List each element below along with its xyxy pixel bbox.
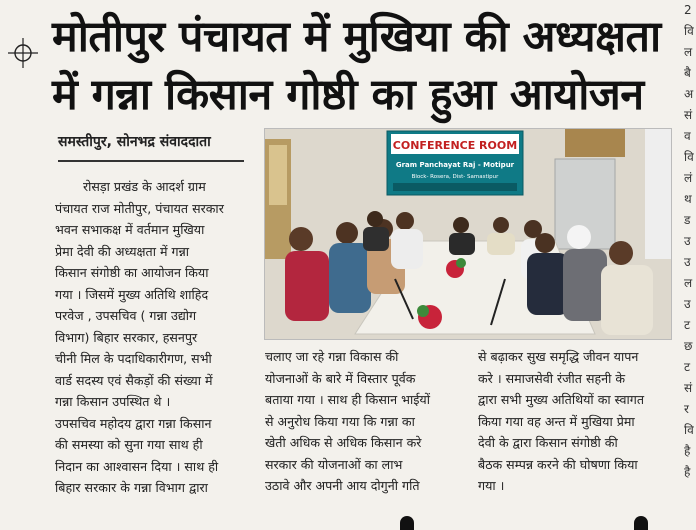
text-fragment: थ [684,192,692,206]
meeting-photo-illustration [265,129,671,339]
text-fragment: अ [684,87,694,101]
text-fragment: बै [684,66,691,80]
text-fragment: छ [684,339,693,353]
banner-subtitle-2: Block- Rosera, Dist- Samastipur [411,174,499,180]
text-line: बताया गया । साथ ही किसान भाईयों [265,392,430,407]
text-line: की समस्या को सुना गया साथ ही [55,437,203,452]
article-column-2 [265,346,470,497]
text-line: बैठक सम्पन्न करने की घोषणा किया [478,456,638,472]
text-fragment: है [684,444,691,458]
text-line: गन्ना किसान उपस्थित थे । [55,394,171,409]
text-fragment: वि [684,423,694,437]
banner-subtitle-1: Gram Panchayat Raj - Motipur [395,161,515,169]
adjacent-column-fragment [684,0,696,528]
byline: समस्तीपुर, सोनभद्र संवाददाता [58,134,211,150]
text-fragment: उ [684,255,691,269]
text-fragment: ट [684,318,691,332]
text-fragment: है [684,465,691,479]
registration-mark-icon [8,38,38,68]
text-line: गया । जिसमें मुख्य अतिथि शाहिद [55,286,209,302]
text-line: पंचायत राज मोतीपुर, पंचायत सरकार [55,200,224,216]
text-fragment: सं [684,108,693,122]
text-fragment: उ [684,234,691,248]
byline-rule [58,160,244,162]
text-fragment: र [684,402,689,416]
text-line: भवन सभाकक्ष में वर्तमान मुखिया [55,222,205,237]
text-fragment: ल [684,276,693,290]
text-line: उपसचिव महोदय द्वारा गन्ना किसान [55,415,212,431]
text-line: चलाए जा रहे गन्ना विकास की [265,349,399,364]
text-fragment: ड [684,213,691,227]
text-fragment: वि [684,150,694,164]
text-line: किसान संगोष्ठी का आयोजन किया [55,265,209,280]
text-line: से बढ़ाकर सुख समृद्धि जीवन यापन [478,349,639,364]
text-line: देवी के द्वारा किसान संगोष्ठी की [478,435,618,450]
text-line: चीनी मिल के पदाधिकारीगण, सभी [55,351,212,366]
text-line: योजनाओं के बारे में विस्तार पूर्वक [265,370,416,386]
text-fragment: व [684,129,691,143]
text-line: करे । समाजसेवी रंजीत सहनी के [478,370,626,386]
text-fragment: वि [684,24,694,38]
text-line: परवेज , उपसचिव ( गन्ना उद्योग [55,308,197,323]
text-line: गया । [478,478,505,493]
headline-line-1: मोतीपुर पंचायत में मुखिया की अध्यक्षता [52,12,661,62]
text-fragment: ट [684,360,691,374]
article-column-3 [478,346,668,497]
text-line: निदान का आश्वासन दिया । साथ ही [55,458,219,474]
meeting-photo [264,128,672,340]
banner-title: CONFERENCE ROOM [392,139,518,152]
text-fragment: 2 [684,3,692,17]
text-fragment: सं [684,381,693,395]
text-line: किया गया वह अन्त में मुखिया प्रेमा [478,413,635,429]
text-line: बिहार सरकार के गन्ना विभाग द्वारा [55,480,208,495]
text-line: विभाग) बिहार सरकार, हसनपुर [55,329,198,345]
text-line: उठावे और अपनी आय दोगुनी गति [265,478,420,493]
text-line: से अनुरोध किया गया कि गन्ना का [265,413,415,429]
text-line: प्रेमा देवी की अध्यक्षता में गन्ना [55,243,190,259]
text-fragment: लं [684,171,693,185]
text-line: द्वारा सभी मुख्य अतिथियों का स्वागत [478,392,645,407]
headline-line-2: में गन्ना किसान गोष्ठी का हुआ आयोजन [52,70,644,120]
text-line: सरकार की योजनाओं का लाभ [265,456,403,472]
text-fragment: उ [684,297,691,311]
text-line: वार्ड सदस्य एवं सैकड़ों की संख्या में [55,372,213,388]
text-line: रोसड़ा प्रखंड के आदर्श ग्राम [83,179,206,194]
text-line: खेती अधिक से अधिक किसान करे [265,435,422,450]
article-column-1 [55,176,245,499]
text-fragment: ल [684,45,693,59]
